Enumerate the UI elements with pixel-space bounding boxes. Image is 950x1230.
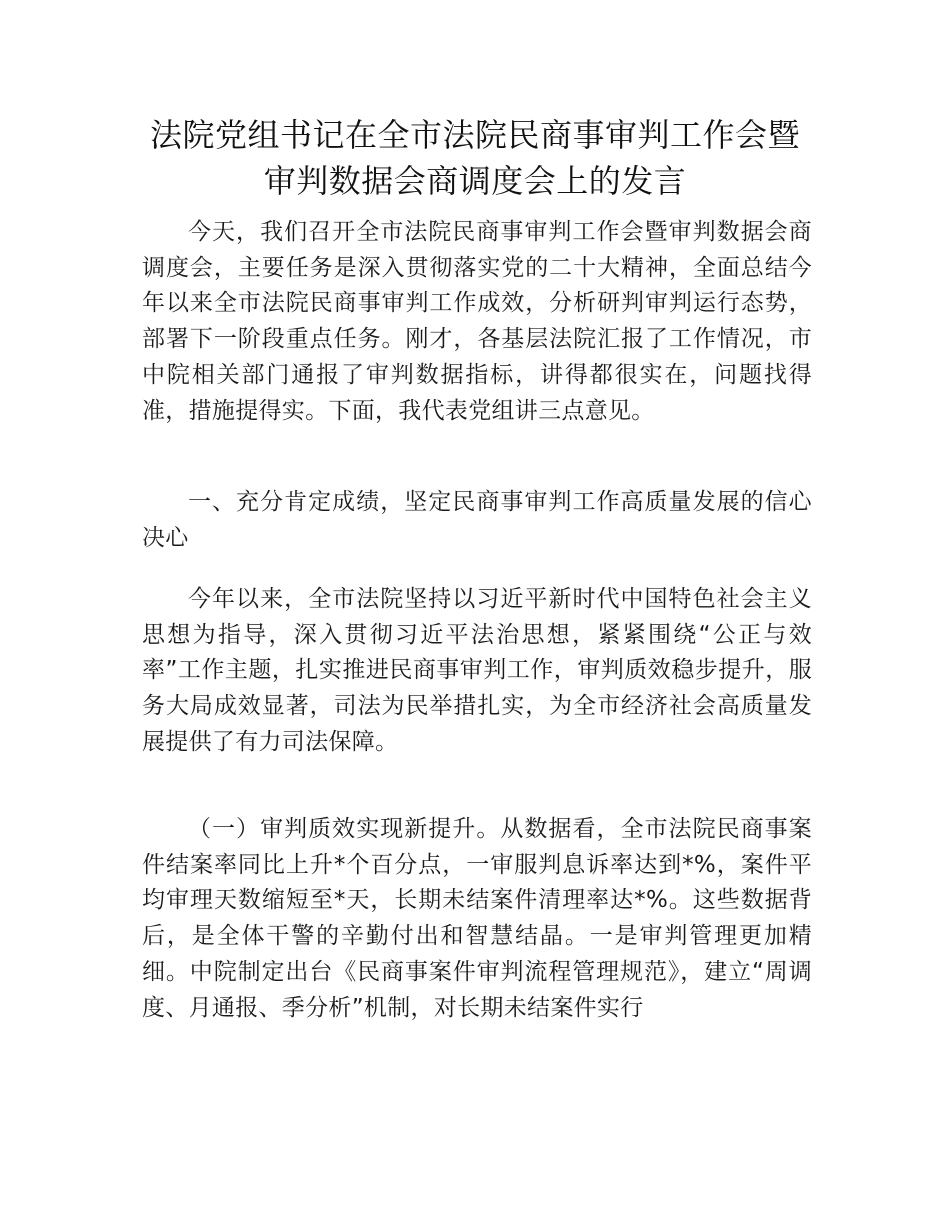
paragraph-opening: 今天，我们召开全市法院民商事审判工作会暨审判数据会商调度会，主要任务是深入贯彻落实党的二十大精神，全面总结今年以来全市法院民商事审判工作成效，分析研判审判运行态势，部署下一阶段重点任务。刚才，各基层法院汇报了工作情况，市中院相关部门通报了审判数据指标，讲得都很实在，问题找得准，措施提得实。下面，我代表党组讲三点意见。 xyxy=(142,219,812,424)
paragraph-achievements: 今年以来，全市法院坚持以习近平新时代中国特色社会主义思想为指导，深入贯彻习近平法治思想，紧紧围绕“公正与效率”工作主题，扎实推进民商事审判工作，审判质效稳步提升，服务大局成效显著，司法为民举措扎实，为全市经济社会高质量发展提供了有力司法保障。 xyxy=(142,586,812,755)
section-heading-one: 一、充分肯定成绩，坚定民商事审判工作高质量发展的信心决心 xyxy=(142,489,812,551)
document-title-line-2: 审判数据会商调度会上的发言 xyxy=(263,162,687,200)
paragraph-subsection-one: （一）审判质效实现新提升。从数据看，全市法院民商事案件结案率同比上升*个百分点，一审服判息诉率达到*%，案件平均审理天数缩短至*天，长期未结案件清理率达*%。这些数据背后，是全体干警的辛勤付出和智慧结晶。一是审判管理更加精细。中院制定出台《民商事案件审判流程管理规范》，建立“周调度、月通报、季分析”机制，对长期未结案件实行 xyxy=(142,816,812,1021)
document-title-line-1: 法院党组书记在全市法院民商事审判工作会暨 xyxy=(149,116,800,154)
